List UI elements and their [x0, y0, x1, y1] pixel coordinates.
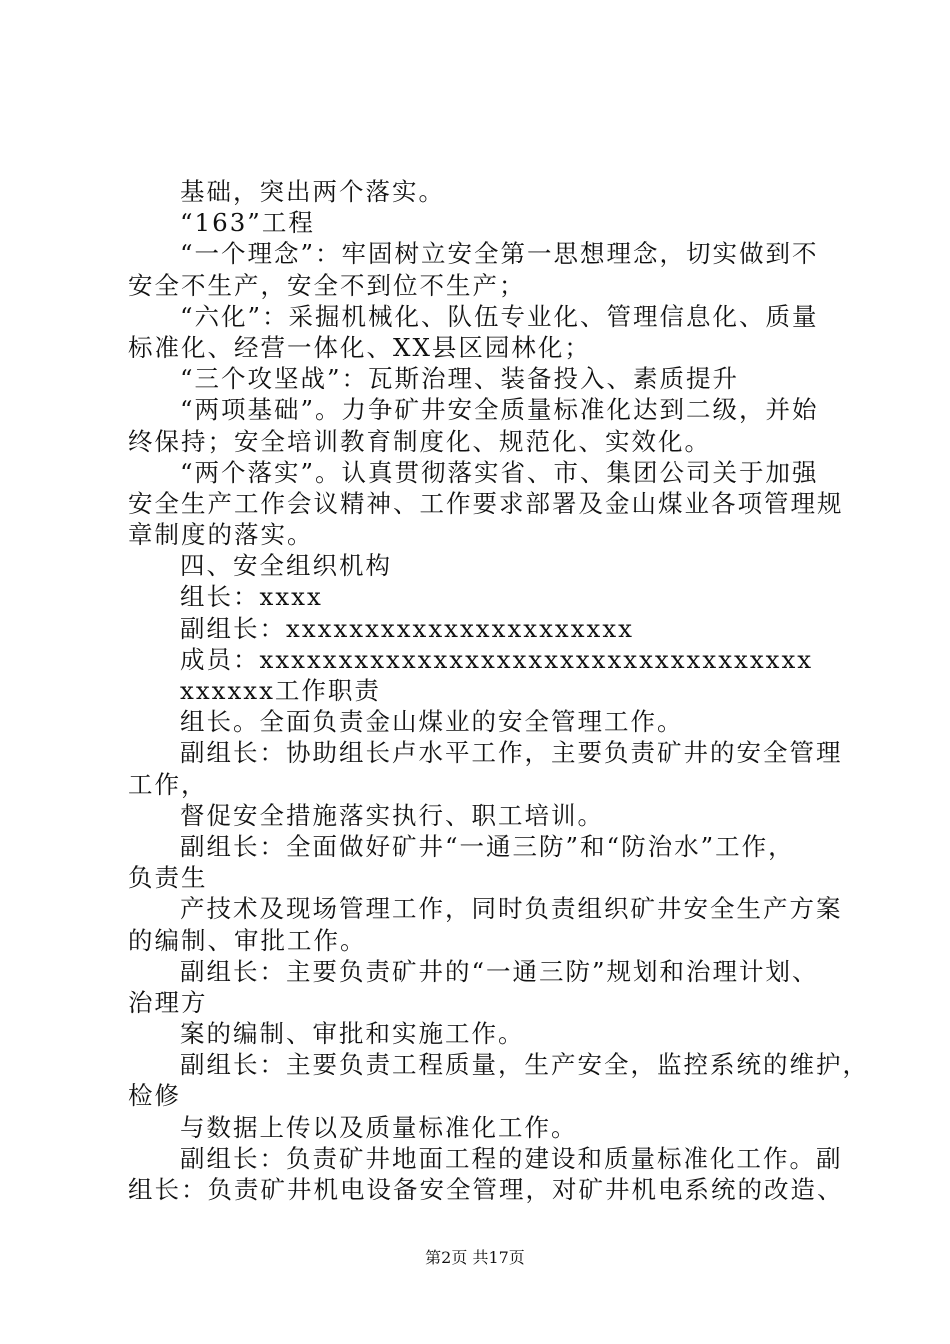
text-line: “六化”：采掘机械化、队伍专业化、管理信息化、质量 — [180, 301, 819, 331]
text-line: 组长：负责矿井机电设备安全管理，对矿井机电系统的改造、 — [128, 1175, 844, 1204]
text-line: 与数据上传以及质量标准化工作。 — [180, 1112, 578, 1142]
text-line: 基础，突出两个落实。 — [180, 177, 445, 206]
text-line: 副组长：全面做好矿井“一通三防”和“防治水”工作， — [180, 831, 795, 861]
text-line: 安全生产工作会议精神、工作要求部署及金山煤业各项管理规 — [128, 488, 844, 518]
text-line: “两项基础”。力争矿井安全质量标准化达到二级，并始 — [180, 395, 819, 425]
text-line: “163”工程 — [180, 208, 315, 238]
text-line: 组长。全面负责金山煤业的安全管理工作。 — [180, 707, 684, 737]
text-line: 标准化、经营一体化、XX县区园林化； — [128, 332, 591, 362]
text-line: 副组长：负责矿井地面工程的建设和质量标准化工作。副 — [180, 1143, 843, 1173]
text-line: 工作， — [128, 769, 208, 799]
text-line: 检修 — [128, 1081, 181, 1111]
text-line: 副组长：主要负责工程质量，生产安全，监控系统的维护， — [180, 1050, 869, 1080]
text-line: 副组长：主要负责矿井的“一通三防”规划和治理计划、 — [180, 956, 819, 986]
text-line: 负责生 — [128, 863, 208, 893]
text-line: “一个理念”：牢固树立安全第一思想理念，切实做到不 — [180, 239, 819, 269]
text-line: 安全不生产，安全不到位不生产； — [128, 270, 526, 300]
text-line: “两个落实”。认真贯彻落实省、市、集团公司关于加强 — [180, 457, 819, 487]
text-line: 终保持；安全培训教育制度化、规范化、实效化。 — [128, 426, 711, 456]
text-line: 成员：xxxxxxxxxxxxxxxxxxxxxxxxxxxxxxxxxxx — [180, 644, 814, 674]
text-line: xxxxxx工作职责 — [180, 676, 381, 705]
text-line: 的编制、审批工作。 — [128, 925, 367, 955]
text-line: 四、安全组织机构 — [180, 551, 392, 581]
text-line: 产技术及现场管理工作，同时负责组织矿井安全生产方案 — [180, 894, 843, 924]
text-line: 案的编制、审批和实施工作。 — [180, 1019, 525, 1049]
text-line: “三个攻坚战”：瓦斯治理、装备投入、素质提升 — [180, 364, 740, 394]
document-body — [128, 176, 869, 1205]
page-footer: 第2页 共17页 — [425, 1248, 525, 1267]
text-line: 副组长：xxxxxxxxxxxxxxxxxxxxxx — [180, 613, 634, 643]
text-line: 组长：xxxx — [180, 582, 323, 612]
text-line: 章制度的落实。 — [128, 520, 314, 550]
text-line: 治理方 — [128, 987, 208, 1017]
text-line: 督促安全措施落实执行、职工培训。 — [180, 800, 604, 830]
text-line: 副组长：协助组长卢水平工作，主要负责矿井的安全管理 — [180, 738, 843, 768]
